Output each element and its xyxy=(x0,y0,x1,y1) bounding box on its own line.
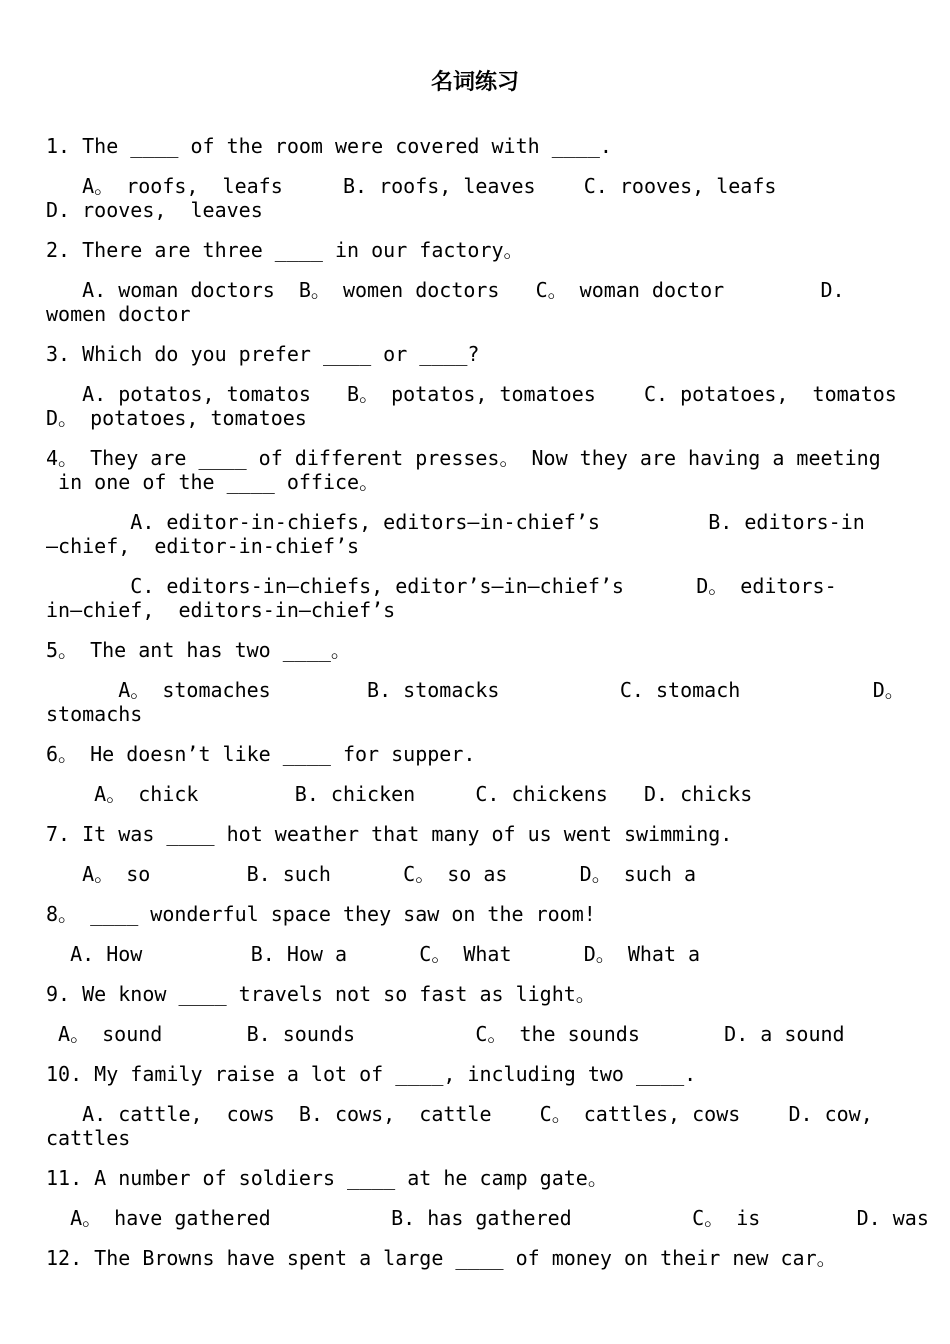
question-12: 12. The Browns have spent a large ____ of money on their new car。 xyxy=(46,1246,837,1270)
question-4: 4。 They are ____ of different presses。 Now they are having a meeting xyxy=(46,446,881,470)
question-3-options: A. potatos, tomatos B。 potatos, tomatoes C. potatoes, tomatos xyxy=(46,382,897,406)
question-10-options: A. cattle, cows B. cows, cattle C。 cattles, cows D. cow, xyxy=(46,1102,873,1126)
question-4-cont: in one of the ____ office。 xyxy=(46,470,380,494)
question-5-options-cont: stomachs xyxy=(46,702,143,726)
question-2-options: A. woman doctors B。 women doctors C。 woman doctor D. xyxy=(46,278,845,302)
question-10: 10. My family raise a lot of ____, including two ____. xyxy=(46,1062,697,1086)
question-11: 11. A number of soldiers ____ at he camp gate。 xyxy=(46,1166,608,1190)
question-9: 9. We know ____ travels not so fast as light。 xyxy=(46,982,596,1006)
question-4-options-cd: C. editors-in—chiefs, editor’s—in—chief’s D。 editors- xyxy=(46,574,837,598)
question-6-options: A。 chick B. chicken C. chickens D. chicks xyxy=(46,782,753,806)
question-5: 5。 The ant has two ____。 xyxy=(46,638,351,662)
question-8: 8。 ____ wonderful space they saw on the room! xyxy=(46,902,596,926)
question-10-options-cont: cattles xyxy=(46,1126,131,1150)
question-2-options-cont: women doctor xyxy=(46,302,191,326)
question-3-options-cont: D。 potatoes, tomatoes xyxy=(46,406,307,430)
question-9-options: A。 sound B. sounds C。 the sounds D. a sound xyxy=(46,1022,845,1046)
question-4-options-ab: A. editor-in-chiefs, editors—in-chief’s B. editors-in xyxy=(46,510,865,534)
question-2: 2. There are three ____ in our factory。 xyxy=(46,238,524,262)
question-4-options-ab-cont: —chief, editor-in-chief’s xyxy=(46,534,360,558)
question-8-options: A. How B. How a C。 What D。 What a xyxy=(46,942,701,966)
question-4-options-cd-cont: in—chief, editors-in—chief’s xyxy=(46,598,396,622)
question-11-options: A。 have gathered B. has gathered C。 is D. was xyxy=(46,1206,929,1230)
question-1: 1. The ____ of the room were covered with ____. xyxy=(46,134,612,158)
question-1-options: A。 roofs, leafs B. roofs, leaves C. rooves, leafs xyxy=(46,174,777,198)
question-7: 7. It was ____ hot weather that many of us went swimming. xyxy=(46,822,733,846)
page-title: 名词练习 xyxy=(430,70,519,95)
question-3: 3. Which do you prefer ____ or ____? xyxy=(46,342,480,366)
question-7-options: A。 so B. such C。 so as D。 such a xyxy=(46,862,697,886)
question-1-options-cont: D. rooves, leaves xyxy=(46,198,263,222)
question-6: 6。 He doesn’t like ____ for supper. xyxy=(46,742,476,766)
question-5-options: A。 stomaches B. stomacks C. stomach D。 xyxy=(46,678,905,702)
